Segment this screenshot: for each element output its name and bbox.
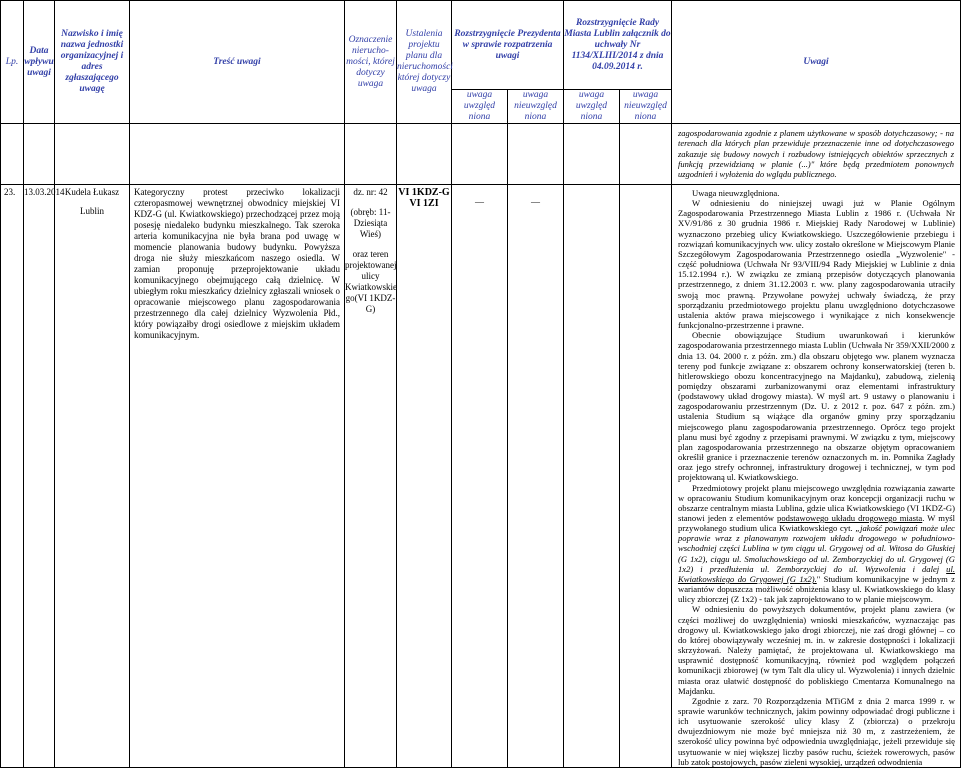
remark-p4: W odniesieniu do powyższych dokumentów, projekt planu zawiera (w części możliwej do uwzględnienia) wnioski mieszkańców, wyznaczając pas drogowy ul. Kwiatkowskiego jako drogi zbiorczej, nie zaś drogi głównej – co do której obowiązywały wcześniej m. in. w zakresie dostępności i lokalizacji skrzyżowań. Należy pamiętać, że projektowana ul. Kwiatkowskiego ma usprawnić dostępność komunikacyjną, również pod względem połączeń komunikacji zbiorowej (w tym Talt dla ulicy ul. Wyzwolenia) i innych dzielnic miasta oraz ułatwić dostępność do pobliskiego Cmentarza Komunalnego na Majdanku.	[678, 604, 955, 696]
remark-p0: Uwaga nieuwzględniona.	[692, 188, 780, 198]
row-plan-settings: VI 1KDZ-G VI 1ZI	[397, 185, 452, 768]
table-row	[1, 185, 961, 768]
row-city: Lublin	[80, 206, 104, 216]
header-data: Data wpływu uwagi	[24, 1, 55, 124]
row-prez-rejected: —	[508, 185, 564, 768]
remark-p5: Zgodnie z zarz. 70 Rozporządzenia MTiGM z dnia 2 marca 1999 r. w sprawie warunków technicznych, jakim powinny odpowiadać drogi publiczne i ich usytuowanie szerokość ulicy klasy Z (zbiorcza) o przekroju dwujezdniowym nie może być mniejsza niż 30 m, z zastrzeżeniem, że szerokość ulicy powinna być odpowiednia uwzględniając, jeżeli przewiduje się usytuowanie w niej większej liczby pasów ruchu, ścieżek rowerowych, pasów lub zatok postojowych, pasów zieleni wysokiej, urządzeń odwodnienia	[678, 695, 955, 767]
header-oznaczenie: Oznaczenie nierucho-mości, której dotyczy uwaga	[345, 1, 397, 124]
row-parcel: dz. nr: 42 (obręb: 11- Dziesiąta Wieś) oraz teren projektowanej ulicy Kwiatkowskie go(VI 1KDZ- G)	[345, 185, 397, 768]
header-tresc: Treść uwagi	[130, 1, 345, 124]
remark-p1: W odniesieniu do niniejszej uwagi już w Planie Ogólnym Zagospodarowania Przestrzennego Miasta Lublin z 1986 r. (Uchwała Nr XV/91/86 z 30 grudnia 1986 r. Miejskiej Rady Narodowej w Lublinie) wyznaczono przebieg ulicy Kwiatkowskiego. Uszczegółowienie przebiegu i rozwiązań komunikacyjnych ww. ulicy zostało określone w Miejscowym Planie Szczegółowym Zagospodarowania Przestrzennego osiedla „Wyzwolenie" - część południowa (Uchwała Nr 93/VIII/94 Rady Miejskiej w Lublinie z dnia 15.12.1994 r.). W związku ze zmianą przepisów dotyczących planowania przestrzennego, z dniem 31.12.2003 r. ww. plany zagospodarowania utraciły swoją moc prawną. Przywołane powyżej uchwały świadczą, że przy sporządzaniu przedmiotowego projektu planu uwzględniono dotychczasowe ustalenia aktów prawa miejscowego i wynikające z nich konsekwencje funkcjonalno-przestrzenne i prawne.	[678, 198, 955, 331]
row-date: 13.03.2014	[24, 185, 55, 768]
subheader-cell: uwaga uwzględ niona	[564, 90, 620, 124]
header-nazwisko: Nazwisko i imię nazwa jednostki organizacyjnej i adres zgłaszającego uwagę	[55, 1, 130, 124]
row-lp: 23.	[1, 185, 24, 768]
continuation-row	[1, 124, 961, 185]
subheader-cell: uwaga nieuwzględ niona	[620, 90, 672, 124]
subheader-cell: uwaga uwzględ niona	[452, 90, 508, 124]
row-prez-accepted: —	[452, 185, 508, 768]
header-row	[1, 1, 961, 90]
header-uwagi: Uwagi	[672, 1, 961, 124]
row-remarks	[672, 185, 961, 768]
remark-p2: Obecnie obowiązujące Studium uwarunkowań i kierunków zagospodarowania przestrzennego miasta Lublin (Uchwała Nr 359/XXII/2000 z dnia 13. 04. 2000 r. z późn. zm.) dla obszaru objętego ww. planem wyznacza tereny pod funkcje związane z: obszarem ochrony konserwatorskiej (teren b. hitlerowskiego obozu koncentracyjnego na Majdanku), zabudową, zielenią pomiędzy obszarami zurbanizowanymi oraz elementami infrastruktury (podstawowy układ drogowy miasta). W myśl art. 9 ustawy o planowaniu i zagospodarowaniu przestrzennym (Dz. U. z 2012 r. poz. 647 z późn. zm.) ustalenia Studium są wiążące dla organów gminy przy sporządzaniu miejscowego planu zagospodarowania przestrzennego. Oprócz tego projekt planu musi być zgodny z przepisami prawnymi. W związku z tym, miejscowy plan zagospodarowania przestrzennego na obszarze objętym opracowaniem określił granice i przeznaczenie terenów oznaczonych m. in. Pomnika Zagłady oraz jego strefy ochronnej, infrastruktury drogowej i technicznej, w tym pod projektowaną ul. Kwiatkowskiego.	[678, 330, 955, 483]
header-ustalenia: Ustalenia projektu planu dla nieruchomości której dotyczy uwaga	[397, 1, 452, 124]
header-prezydent: Rozstrzygnięcie Prezydenta w sprawie rozpatrzenia uwagi	[452, 1, 564, 90]
header-rada: Rozstrzygnięcie Rady Miasta Lublin załącznik do uchwały Nr 1134/XLIII/2014 z dnia 04.09.2014 r.	[564, 1, 672, 90]
header-lp: Lp.	[1, 1, 24, 124]
row-content: Kategoryczny protest przeciwko lokalizacji czteropasmowej wewnętrznej obwodnicy miejskiej VI KDZ-G (ul. Kwiatkowskiego) przechodzącej przez moją posesję niedaleko budynku mieszkalnego. Tak szeroka arteria komunikacyjna nie była brana pod uwagę w momencie planowania budowy budynku. Powyższa droga nie służy mieszkańcom naszego osiedla. W zamian proponuję przeprojektowanie układu komunikacyjnego obejmującego całą dzielnicę. W ubiegłym roku mieszkańcy dzielnicy zgłaszali wniosek o opracowanie miejscowego planu zagospodarowania przestrzennego dla całej dzielnicy Wyzwolenia Płd., który powiązałby drogi osiedlowe z miejskim układem komunikacyjnym.	[130, 185, 345, 768]
top-remark: zagospodarowania zgodnie z planem użytkowane w sposób dotychczasowy; - na terenach dla których plan przewiduje przeznaczenie inne od dotychczasowego zakazuje się budowy nowych i rozbudowy istniejących obiektów sprzecznych z funkcją przewidzianą w planie (...)" które będą przedmiotem ponownych uzgodnień i wyłożenia do wglądu publicznego.	[672, 124, 961, 185]
remark-p3: Przedmiotowy projekt planu miejscowego uwzględnia rozwiązania zawarte w opracowaniu Studium komunikacyjnym oraz koncepcji organizacji ruchu w obszarze centralnym miasta Lublina, gdzie ulica Kwiatkowskiego (VI 1KDZ-G) stanowi jeden z elementów podstawowego układu drogowego miasta. W myśl przywołanego studium ulica Kwiatkowskiego cyt. „jakość powiązań może ulec poprawie wraz z planowanym rozwojem układu drogowego w południowo-wschodniej części Lublina w tym ciągu ul. Grygowej od al. Witosa do Głuskiej (G 1x2), ciągu ul. Smoluchowskiego od ul. Zemborzyckiej do ul. Grygowej (G 1x2) i przedłużenia ul. Zemborzyckiej do ul. Wyzwolenia i dalej ul. Kwiatkowskiego do Grygowej (G 1x2)." Studium komunikacyjne w jednym z wariantów dopuszcza możliwość obniżenia klasy ul. Kwiatkowskiego do klasy ulicy zbiorczej (Z 1x2) - tak jak zaprojektowano to w planie miejscowym.	[678, 482, 955, 605]
row-name: Kudela Łukasz	[64, 187, 120, 197]
subheader-cell: uwaga nieuwzględ niona	[508, 90, 564, 124]
